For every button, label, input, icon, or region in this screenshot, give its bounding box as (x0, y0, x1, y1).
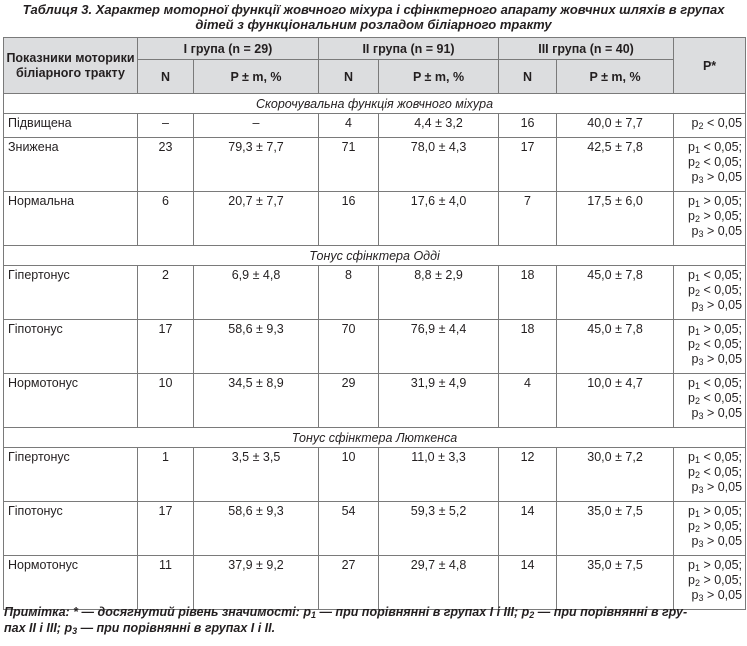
note-p: p (521, 605, 530, 619)
section-title: Тонус сфінктера Люткенса (4, 428, 746, 448)
p-value-cell (674, 114, 746, 138)
p-comparison: > 0,05; (699, 209, 743, 223)
percent-cell: 10,0 ± 4,7 (557, 374, 674, 428)
p-value-line (674, 573, 742, 588)
table-row (4, 192, 746, 246)
header-group-2: ІІ група (n = 91) (319, 38, 499, 60)
header-indicator: Показники моторики біліарного тракту (4, 38, 138, 94)
p-value-line (674, 376, 742, 391)
p-comparison: > 0,05; (699, 322, 743, 336)
caption-line-2: дітей з функціональним розладом біліарного тракту (195, 17, 552, 32)
p-symbol: p (691, 116, 699, 130)
table-row (4, 556, 746, 610)
p-comparison: > 0,05; (699, 558, 743, 572)
header-p: P* (674, 38, 746, 94)
section-row (4, 428, 746, 448)
p-subscript: 1 (694, 563, 700, 573)
p-symbol: p (688, 337, 695, 351)
p-subscript: 1 (694, 509, 700, 519)
table-caption (4, 2, 743, 32)
p-subscript: 3 (698, 357, 704, 367)
count-cell: 11 (138, 556, 194, 610)
p-symbol: p (688, 283, 695, 297)
count-cell: 16 (319, 192, 379, 246)
p-comparison: < 0,05; (699, 155, 743, 169)
percent-cell: 58,6 ± 9,3 (194, 502, 319, 556)
p-subscript: 3 (698, 411, 704, 421)
header-n: N (138, 60, 194, 94)
row-name: Нормотонус (4, 556, 138, 610)
percent-cell: 20,7 ± 7,7 (194, 192, 319, 246)
p-symbol: p (691, 406, 699, 420)
p-subscript: 3 (698, 175, 704, 185)
p-symbol: p (691, 224, 699, 238)
count-cell: 16 (499, 114, 557, 138)
p-comparison: < 0,05; (699, 465, 743, 479)
p-value-cell (674, 192, 746, 246)
p-symbol: p (691, 352, 699, 366)
p-subscript: 2 (694, 470, 700, 480)
p-comparison: > 0,05; (699, 519, 743, 533)
percent-cell: 58,6 ± 9,3 (194, 320, 319, 374)
percent-cell: 35,0 ± 7,5 (557, 502, 674, 556)
p-value-line (674, 465, 742, 480)
note-p: p (303, 605, 311, 619)
count-cell: 54 (319, 502, 379, 556)
p-value-line (674, 298, 742, 313)
note-text: — при порівнянні в групах І і ІІІ; (315, 605, 522, 619)
p-value-cell (674, 320, 746, 374)
header-pm: P ± m, % (379, 60, 499, 94)
percent-cell: 45,0 ± 7,8 (557, 320, 674, 374)
p-comparison: < 0,05; (699, 450, 743, 464)
p-value-line (674, 352, 742, 367)
percent-cell: 42,5 ± 7,8 (557, 138, 674, 192)
count-cell: 17 (138, 502, 194, 556)
header-group-1: І група (n = 29) (138, 38, 319, 60)
count-cell: – (138, 114, 194, 138)
count-cell: 29 (319, 374, 379, 428)
percent-cell: 17,5 ± 6,0 (557, 192, 674, 246)
table-row (4, 448, 746, 502)
count-cell: 4 (499, 374, 557, 428)
p-value-line (674, 450, 742, 465)
p-comparison: > 0,05; (699, 504, 743, 518)
header-pm: P ± m, % (557, 60, 674, 94)
count-cell: 18 (499, 266, 557, 320)
data-table (3, 37, 746, 610)
p-symbol: p (688, 322, 695, 336)
note-text: Примітка: * — досягнутий рівень значимості: (4, 605, 304, 619)
percent-cell: 8,8 ± 2,9 (379, 266, 499, 320)
count-cell: 10 (138, 374, 194, 428)
count-cell: 4 (319, 114, 379, 138)
table-row (4, 320, 746, 374)
row-name: Гіпертонус (4, 448, 138, 502)
percent-cell: 34,5 ± 8,9 (194, 374, 319, 428)
p-comparison: > 0,05 (703, 170, 743, 184)
percent-cell: 45,0 ± 7,8 (557, 266, 674, 320)
note-text: пах ІІ і ІІІ; (4, 621, 65, 635)
header-pm: P ± m, % (194, 60, 319, 94)
header-n: N (499, 60, 557, 94)
p-value-line (674, 406, 742, 421)
percent-cell: 17,6 ± 4,0 (379, 192, 499, 246)
p-value-line (674, 170, 742, 185)
p-value-line (674, 268, 742, 283)
p-comparison: < 0,05; (699, 283, 743, 297)
table-row (4, 138, 746, 192)
p-value-line (674, 194, 742, 209)
p-symbol: p (688, 155, 695, 169)
p-symbol: p (691, 480, 699, 494)
p-subscript: 2 (694, 288, 700, 298)
count-cell: 14 (499, 502, 557, 556)
p-comparison: > 0,05 (703, 298, 743, 312)
p-symbol: p (688, 519, 695, 533)
p-symbol: p (688, 558, 695, 572)
p-value-cell (674, 502, 746, 556)
count-cell: 1 (138, 448, 194, 502)
count-cell: 70 (319, 320, 379, 374)
p-value-line (674, 116, 742, 131)
p-subscript: 3 (698, 539, 704, 549)
count-cell: 17 (138, 320, 194, 374)
table-row (4, 114, 746, 138)
row-name: Нормотонус (4, 374, 138, 428)
section-row (4, 246, 746, 266)
p-comparison: > 0,05; (699, 194, 743, 208)
p-comparison: > 0,05 (703, 588, 743, 602)
row-name: Гіпертонус (4, 266, 138, 320)
p-symbol: p (688, 209, 695, 223)
p-subscript: 2 (694, 578, 700, 588)
p-value-line (674, 588, 742, 603)
count-cell: 2 (138, 266, 194, 320)
p-comparison: < 0,05; (699, 376, 743, 390)
note-p: p (64, 621, 73, 635)
count-cell: 71 (319, 138, 379, 192)
count-cell: 23 (138, 138, 194, 192)
p-value-cell (674, 448, 746, 502)
percent-cell: 3,5 ± 3,5 (194, 448, 319, 502)
p-symbol: p (691, 298, 699, 312)
percent-cell: 40,0 ± 7,7 (557, 114, 674, 138)
p-comparison: < 0,05 (703, 116, 743, 130)
header-n: N (319, 60, 379, 94)
p-value-line (674, 140, 742, 155)
table-row (4, 502, 746, 556)
header-group-3: ІІІ група (n = 40) (499, 38, 674, 60)
p-value-cell (674, 266, 746, 320)
p-value-line (674, 224, 742, 239)
percent-cell: 30,0 ± 7,2 (557, 448, 674, 502)
p-subscript: 1 (694, 327, 700, 337)
percent-cell: 11,0 ± 3,3 (379, 448, 499, 502)
percent-cell: 35,0 ± 7,5 (557, 556, 674, 610)
section-title: Тонус сфінктера Одді (4, 246, 746, 266)
count-cell: 12 (499, 448, 557, 502)
p-subscript: 2 (694, 214, 700, 224)
p-subscript: 1 (694, 455, 700, 465)
caption-line-1: Таблиця 3. Характер моторної функції жовчного міхура і сфінктерного апарату жовчних шляхів в групах (22, 2, 725, 17)
p-subscript: 2 (694, 396, 700, 406)
p-value-line (674, 155, 742, 170)
note-sub: 1 (310, 610, 316, 620)
p-subscript: 3 (698, 303, 704, 313)
percent-cell: 29,7 ± 4,8 (379, 556, 499, 610)
percent-cell: 4,4 ± 3,2 (379, 114, 499, 138)
p-value-line (674, 480, 742, 495)
p-symbol: p (688, 194, 695, 208)
p-comparison: < 0,05; (699, 391, 743, 405)
p-value-line (674, 337, 742, 352)
p-symbol: p (688, 465, 695, 479)
p-comparison: > 0,05 (703, 352, 743, 366)
note-sub: 2 (529, 610, 535, 620)
p-subscript: 3 (698, 593, 704, 603)
p-subscript: 1 (694, 145, 700, 155)
count-cell: 14 (499, 556, 557, 610)
percent-cell: – (194, 114, 319, 138)
p-subscript: 2 (698, 121, 704, 131)
p-subscript: 1 (694, 273, 700, 283)
p-comparison: > 0,05 (703, 480, 743, 494)
percent-cell: 78,0 ± 4,3 (379, 138, 499, 192)
p-symbol: p (691, 588, 699, 602)
table-footnote (4, 604, 743, 636)
p-symbol: p (688, 268, 695, 282)
percent-cell: 79,3 ± 7,7 (194, 138, 319, 192)
count-cell: 7 (499, 192, 557, 246)
p-value-line (674, 504, 742, 519)
p-comparison: < 0,05; (699, 140, 743, 154)
p-value-line (674, 534, 742, 549)
p-value-cell (674, 374, 746, 428)
note-text: — при порівнянні в групах І і ІІ. (77, 621, 276, 635)
percent-cell: 59,3 ± 5,2 (379, 502, 499, 556)
p-comparison: > 0,05 (703, 534, 743, 548)
p-symbol: p (688, 140, 695, 154)
note-text: — при порівнянні в гру- (534, 605, 688, 619)
percent-cell: 6,9 ± 4,8 (194, 266, 319, 320)
note-sub: 3 (72, 626, 78, 636)
count-cell: 8 (319, 266, 379, 320)
row-name: Гіпотонус (4, 502, 138, 556)
p-symbol: p (691, 170, 699, 184)
p-value-line (674, 391, 742, 406)
section-row (4, 94, 746, 114)
p-symbol: p (688, 573, 695, 587)
count-cell: 10 (319, 448, 379, 502)
p-subscript: 3 (698, 229, 704, 239)
count-cell: 27 (319, 556, 379, 610)
p-comparison: < 0,05; (699, 337, 743, 351)
row-name: Знижена (4, 138, 138, 192)
p-subscript: 2 (694, 160, 700, 170)
p-subscript: 3 (698, 485, 704, 495)
row-name: Нормальна (4, 192, 138, 246)
p-comparison: > 0,05 (703, 406, 743, 420)
p-value-line (674, 519, 742, 534)
p-value-line (674, 209, 742, 224)
row-name: Підвищена (4, 114, 138, 138)
p-symbol: p (688, 450, 695, 464)
table-row (4, 266, 746, 320)
p-subscript: 1 (694, 381, 700, 391)
table-body (4, 94, 746, 610)
p-comparison: > 0,05 (703, 224, 743, 238)
p-symbol: p (691, 534, 699, 548)
p-comparison: < 0,05; (699, 268, 743, 282)
p-value-cell (674, 556, 746, 610)
p-comparison: > 0,05; (699, 573, 743, 587)
p-subscript: 2 (694, 342, 700, 352)
p-value-line (674, 322, 742, 337)
percent-cell: 31,9 ± 4,9 (379, 374, 499, 428)
count-cell: 6 (138, 192, 194, 246)
p-value-cell (674, 138, 746, 192)
p-value-line (674, 283, 742, 298)
count-cell: 18 (499, 320, 557, 374)
p-value-line (674, 558, 742, 573)
p-subscript: 2 (694, 524, 700, 534)
percent-cell: 76,9 ± 4,4 (379, 320, 499, 374)
p-symbol: p (688, 391, 695, 405)
table-row (4, 374, 746, 428)
row-name: Гіпотонус (4, 320, 138, 374)
percent-cell: 37,9 ± 9,2 (194, 556, 319, 610)
p-symbol: p (688, 376, 695, 390)
section-title: Скорочувальна функція жовчного міхура (4, 94, 746, 114)
p-subscript: 1 (694, 199, 700, 209)
count-cell: 17 (499, 138, 557, 192)
p-symbol: p (688, 504, 695, 518)
